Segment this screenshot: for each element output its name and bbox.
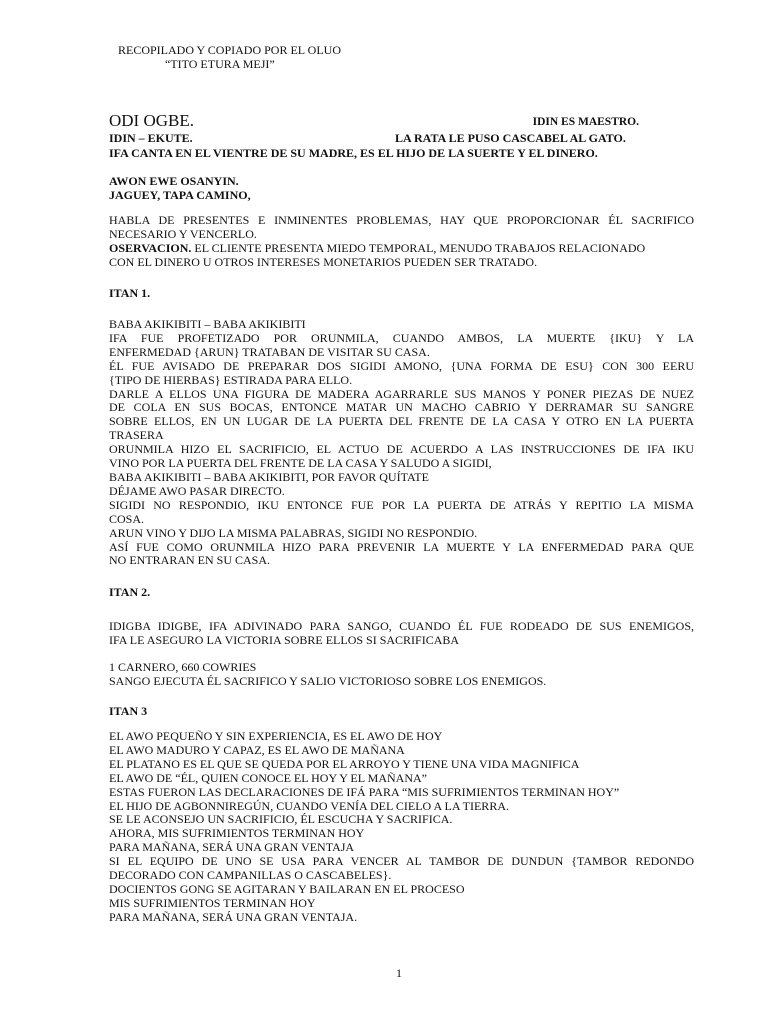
ifa-canta-line: IFA CANTA EN EL VIENTRE DE SU MADRE, ES EL HIJO DE LA SUERTE Y EL DINERO. [109, 146, 598, 160]
page-number: 1 [396, 966, 402, 980]
itan1-line: ÉL FUE AVISADO DE PREPARAR DOS SIGIDI AMONO, {UNA FORMA DE ESU} CON 300 EERU [109, 358, 694, 373]
itan3-line: SI EL EQUIPO DE UNO SE USA PARA VENCER AL TAMBOR DE DUNDUN {TAMBOR REDONDO [109, 854, 694, 869]
idin-ekute: IDIN – EKUTE. [109, 131, 193, 145]
idin-maestro: IDIN ES MAESTRO. [532, 116, 639, 128]
itan1-line: VINO POR LA PUERTA DEL FRENTE DE LA CASA Y SALUDO A SIGIDI, [109, 456, 492, 471]
itan1-line: DE COLA EN SUS BOCAS, ENTONCE MATAR UN MACHO CABRIO Y DERRAMAR SU SANGRE [109, 400, 694, 415]
itan1-line: SIGIDI NO RESPONDIO, IKU ENTONCE FUE POR LA PUERTA DE ATRÁS Y REPITIO LA MISMA [109, 497, 694, 512]
itan3-body [109, 730, 694, 925]
awon-ewe-line: AWON EWE OSANYIN. [109, 174, 239, 188]
itan3-line: DOCIENTOS GONG SE AGITARAN Y BAILARAN EN EL PROCESO [109, 881, 465, 896]
itan2-body [109, 620, 694, 648]
itan1-line: {TIPO DE HIERBAS} ESTIRADA PARA ELLO. [109, 372, 353, 387]
itan2-offering-line: SANGO EJECUTA ÉL SACRIFICO Y SALIO VICTORIOSO SOBRE LOS ENEMIGOS. [109, 673, 547, 688]
itan1-line: ARUN VINO Y DIJO LA MISMA PALABRAS, SIGIDI NO RESPONDIO. [109, 525, 478, 540]
itan3-line: DECORADO CON CAMPANILLAS O CASCABELES}. [109, 868, 392, 883]
itan1-line: DÉJAME AWO PASAR DIRECTO. [109, 483, 285, 498]
itan2-line: IFA LE ASEGURO LA VICTORIA SOBRE ELLOS SI SACRIFICABA [109, 632, 460, 647]
header-compiler-line: RECOPILADO Y COPIADO POR EL OLUO [118, 43, 342, 57]
itan3-line: EL AWO MADURO Y CAPAZ, ES EL AWO DE MAÑANA [109, 742, 405, 757]
itan2-heading: ITAN 2. [109, 585, 151, 599]
itan3-line: AHORA, MIS SUFRIMIENTOS TERMINAN HOY [109, 826, 365, 841]
habla-line-1: HABLA DE PRESENTES E INMINENTES PROBLEMAS, HAY QUE PROPORCIONAR ÉL SACRIFICO [109, 213, 694, 227]
itan3-line: EL AWO DE “ÉL, QUIEN CONOCE EL HOY Y EL MAÑANA” [109, 770, 427, 785]
idin-ekute-line [109, 131, 694, 146]
itan1-body [109, 318, 694, 568]
observacion-line-2: CON EL DINERO U OTROS INTERESES MONETARIOS PUEDEN SER TRATADO. [109, 254, 538, 269]
itan1-line: ORUNMILA HIZO EL SACRIFICIO, EL ACTUO DE ACUERDO A LAS INSTRUCCIONES DE IFA IKU [109, 442, 694, 457]
observacion-text-1: EL CLIENTE PRESENTA MIEDO TEMPORAL, MENUDO TRABAJOS RELACIONADO [191, 240, 646, 255]
title-row [109, 111, 649, 133]
itan1-heading: ITAN 1. [109, 286, 151, 300]
rata-cascabel: LA RATA LE PUSO CASCABEL AL GATO. [395, 131, 626, 145]
itan3-line: ESTAS FUERON LAS DECLARACIONES DE IFÁ PARA “MIS SUFRIMIENTOS TERMINAN HOY” [109, 784, 620, 799]
habla-paragraph [109, 214, 694, 270]
itan1-line: SOBRE ELLOS, EN UN LUGAR DE LA PUERTA DEL FRENTE DE LA CASA Y OTRO EN LA PUERTA [109, 414, 694, 429]
itan3-line: EL HIJO DE AGBONNIREGÚN, CUANDO VENÍA DEL CIELO A LA TIERRA. [109, 798, 509, 813]
itan3-heading: ITAN 3 [109, 704, 148, 718]
itan2-line: IDIGBA IDIGBE, IFA ADIVINADO PARA SANGO, CUANDO ÉL FUE RODEADO DE SUS ENEMIGOS, [109, 619, 694, 633]
itan1-line: ASÍ FUE COMO ORUNMILA HIZO PARA PREVENIR LA MUERTE Y LA ENFERMEDAD PARA QUE [109, 539, 694, 554]
itan1-line: DARLE A ELLOS UNA FIGURA DE MADERA AGARRARLE SUS MANOS Y PONER PIEZAS DE NUEZ [109, 386, 694, 401]
itan3-line: MIS SUFRIMIENTOS TERMINAN HOY [109, 895, 316, 910]
itan1-line: IFA FUE PROFETIZADO POR ORUNMILA, CUANDO AMBOS, LA MUERTE {IKU} Y LA [109, 330, 694, 345]
itan3-line: PARA MAÑANA, SERÁ UNA GRAN VENTAJA. [109, 909, 358, 924]
itan1-line: COSA. [109, 511, 145, 526]
itan1-line: TRASERA [109, 428, 164, 443]
itan3-line: PARA MAÑANA, SERÁ UNA GRAN VENTAJA [109, 840, 355, 855]
observacion-line [109, 242, 694, 256]
jaguey-line: JAGUEY, TAPA CAMINO, [109, 188, 251, 202]
itan2-offering [109, 661, 694, 689]
header-author-line: “TITO ETURA MEJI” [165, 57, 275, 71]
itan2-offering-line: 1 CARNERO, 660 COWRIES [109, 660, 257, 674]
itan1-line: BABA AKIKIBITI – BABA AKIKIBITI [109, 317, 306, 331]
itan1-line: ENFERMEDAD {ARUN} TRATABAN DE VISITAR SU CASA. [109, 344, 430, 359]
itan3-line: SE LE ACONSEJO UN SACRIFICIO, ÉL ESCUCHA Y SACRIFICA. [109, 812, 453, 827]
observacion-label: OSERVACION. [109, 240, 192, 255]
odu-title: ODI OGBE. [109, 111, 194, 130]
itan3-line: EL PLATANO ES EL QUE SE QUEDA POR EL ARROYO Y TIENE UNA VIDA MAGNIFICA [109, 756, 580, 771]
habla-line-2: NECESARIO Y VENCERLO. [109, 226, 257, 241]
itan1-line: NO ENTRARAN EN SU CASA. [109, 553, 271, 568]
itan1-line: BABA AKIKIBITI – BABA AKIKIBITI, POR FAVOR QUÍTATE [109, 469, 429, 484]
itan3-line: EL AWO PEQUEÑO Y SIN EXPERIENCIA, ES EL AWO DE HOY [109, 729, 443, 743]
